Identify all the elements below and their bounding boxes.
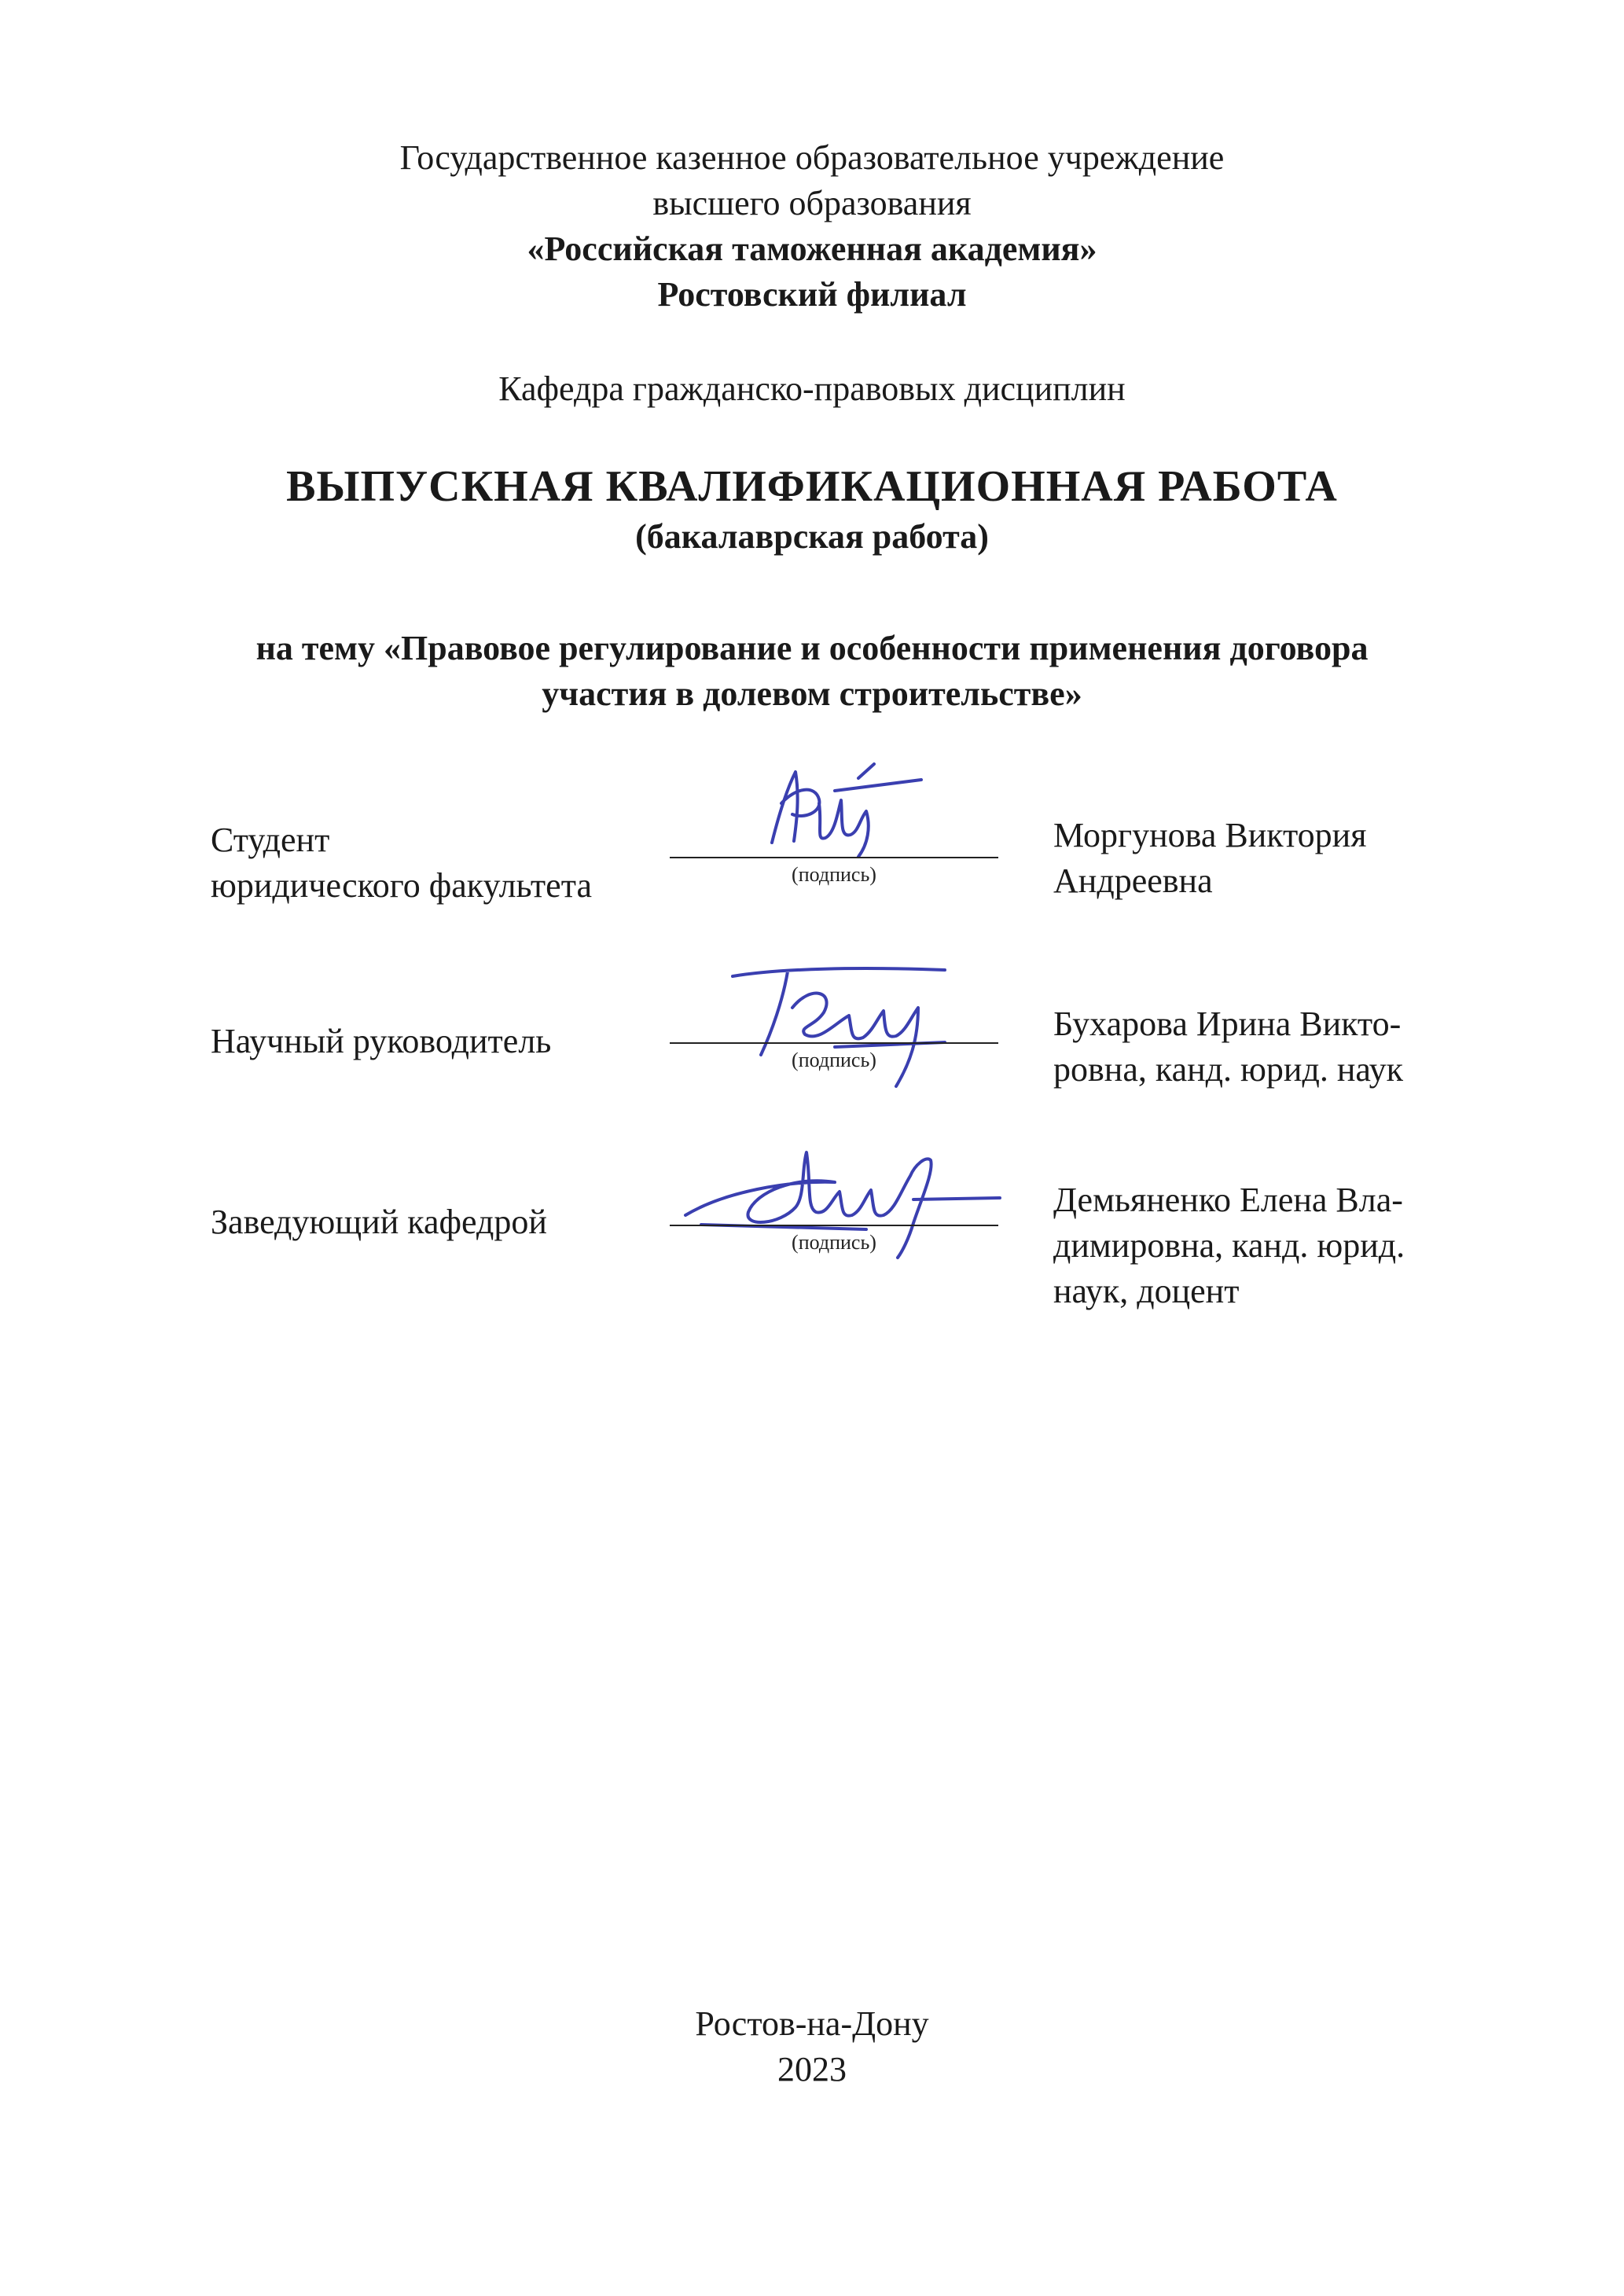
topic-line-2: участия в долевом строительстве» (542, 674, 1082, 713)
supervisor-role-line-1: Научный руководитель (211, 1022, 552, 1060)
student-role-line-1: Студент (211, 821, 330, 859)
supervisor-signature-icon (717, 961, 953, 1094)
student-name (1053, 813, 1366, 904)
head-name-line-1: Демьяненко Елена Вла- (1053, 1181, 1403, 1219)
topic-line-1: на тему «Правовое регулирование и особенности применения договора (255, 629, 1369, 667)
city-name: Ростов-на-Дону (695, 2004, 929, 2043)
supervisor-name (1053, 1001, 1403, 1093)
head-name-line-2: димировна, канд. юрид. (1053, 1226, 1405, 1265)
head-signature-line (670, 1225, 998, 1226)
academy-name: «Российская таможенная академия» (527, 230, 1097, 268)
student-role (211, 817, 592, 909)
student-signature-line (670, 857, 998, 858)
student-signature-caption: (подпись) (792, 863, 876, 886)
work-title (0, 459, 1624, 560)
supervisor-signature-caption: (подпись) (792, 1049, 876, 1071)
head-name (1053, 1177, 1405, 1314)
work-topic (0, 626, 1624, 717)
institution-line-2: высшего образования (652, 184, 972, 222)
student-name-line-1: Моргунова Виктория (1053, 816, 1367, 854)
branch-name: Ростовский филиал (657, 275, 967, 314)
supervisor-role (211, 1019, 551, 1064)
work-title-main: ВЫПУСКНАЯ КВАЛИФИКАЦИОННАЯ РАБОТА (286, 462, 1338, 511)
head-role-line-1: Заведующий кафедрой (211, 1203, 547, 1241)
city-year (0, 2001, 1624, 2092)
supervisor-signature-line (670, 1042, 998, 1044)
student-role-line-2: юридического факультета (211, 866, 592, 905)
department-name: Кафедра гражданско-правовых дисциплин (498, 369, 1126, 408)
head-name-line-3: наук, доцент (1053, 1272, 1240, 1310)
student-signature-icon (740, 756, 929, 866)
head-signature-caption: (подпись) (792, 1231, 876, 1254)
year: 2023 (777, 2050, 847, 2088)
supervisor-name-line-2: ровна, канд. юрид. наук (1053, 1050, 1404, 1089)
institution-line-1: Государственное казенное образовательное учреждение (399, 138, 1225, 177)
work-title-sub: (бакалаврская работа) (635, 517, 989, 556)
department (0, 366, 1624, 412)
supervisor-name-line-1: Бухарова Ирина Викто- (1053, 1005, 1402, 1043)
institution-header (0, 135, 1624, 318)
head-role (211, 1199, 547, 1245)
student-name-line-2: Андреевна (1053, 861, 1213, 900)
